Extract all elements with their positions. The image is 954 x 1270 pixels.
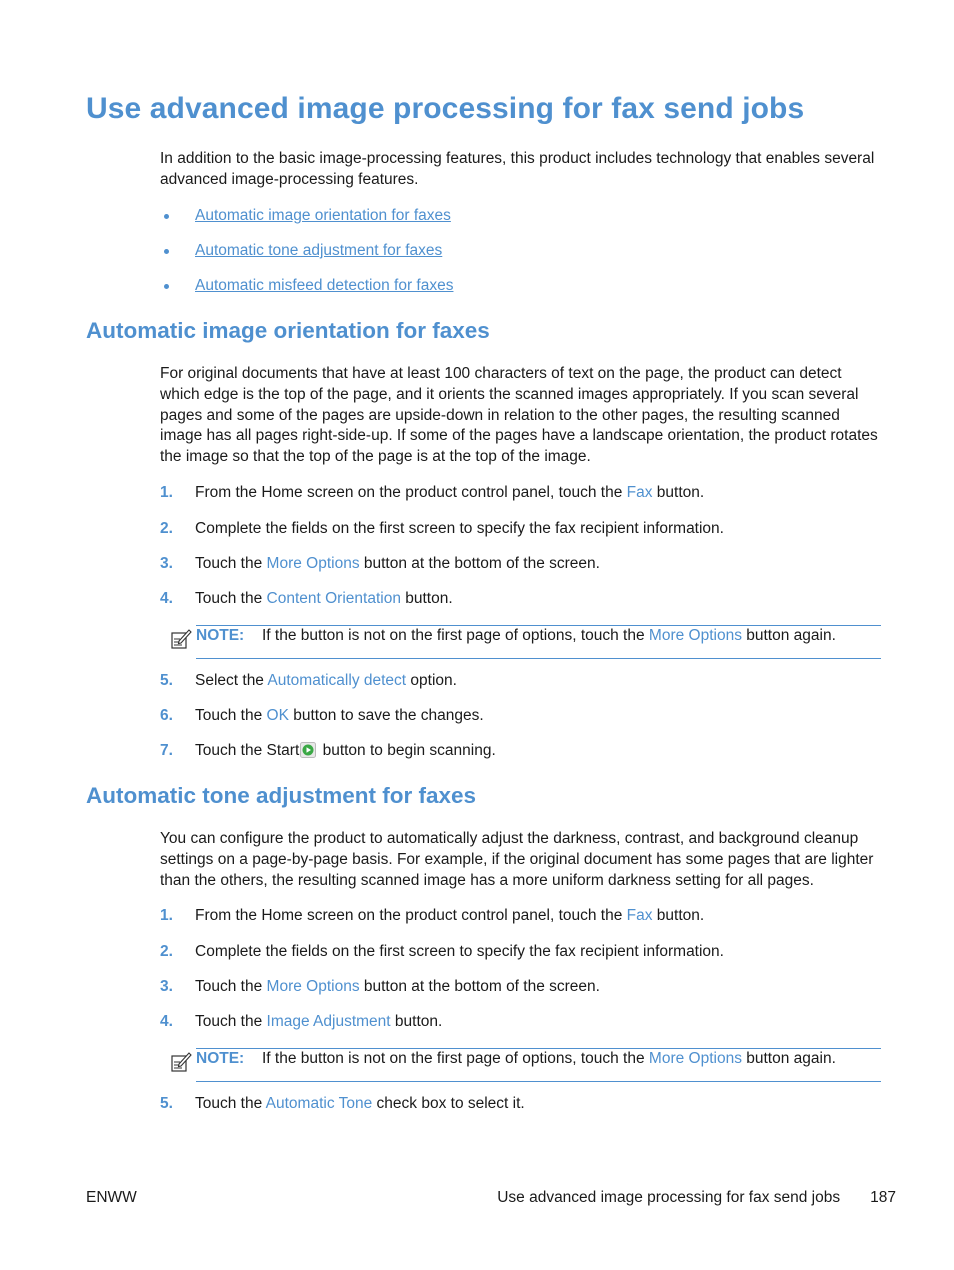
bullet-icon [164,214,169,219]
ui-term: More Options [648,627,742,644]
note-label: NOTE: [196,1050,245,1067]
section-heading: Automatic image orientation for faxes [86,318,490,343]
footer-title: Use advanced image processing for fax send jobs [497,1189,841,1206]
page-title: Use advanced image processing for fax send jobs [86,92,805,125]
footer-label: ENWW [86,1189,137,1206]
ui-term: Fax [626,484,653,501]
footer-running-title [497,1189,896,1207]
ui-term: Fax [626,907,653,924]
step-text: Touch the OK button to save the changes. [195,707,484,724]
step-number: 5. [160,1095,173,1112]
step-number: 4. [160,590,173,607]
note-box [196,625,881,659]
step-text: Touch the Start button to begin scanning. [195,742,496,759]
note-text: If the button is not on the first page of options, touch the More Options button again. [262,1050,836,1067]
section-heading: Automatic tone adjustment for faxes [86,783,477,808]
link-tone-adjustment[interactable]: Automatic tone adjustment for faxes [195,242,443,259]
step-number: 4. [160,1013,173,1030]
ui-term: OK [266,707,289,724]
step-number: 3. [160,555,173,572]
step-number: 2. [160,520,173,537]
step-number: 1. [160,484,173,501]
step-text: Complete the fields on the first screen to specify the fax recipient information. [195,943,724,960]
note-label: NOTE: [196,627,245,644]
ui-term: More Options [266,555,360,572]
step-text: From the Home screen on the product control panel, touch the Fax button. [195,484,705,501]
step-number: 5. [160,672,173,689]
step-text: Touch the More Options button at the bottom of the screen. [195,978,600,995]
note-box [196,1048,881,1082]
step-number: 6. [160,707,173,724]
step-number: 3. [160,978,173,995]
ui-term: Content Orientation [266,590,401,607]
note-text: If the button is not on the first page of options, touch the More Options button again. [262,627,836,644]
bullet-icon [164,284,169,289]
ui-term: Automatic Tone [265,1095,373,1112]
bullet-icon [164,249,169,254]
ui-term: More Options [266,978,360,995]
page-number: 187 [870,1189,896,1206]
note-pencil-icon [170,628,192,650]
step-number: 7. [160,742,173,759]
step-number: 2. [160,943,173,960]
ui-term: More Options [648,1050,742,1067]
note-pencil-icon [170,1051,192,1073]
step-number: 1. [160,907,173,924]
step-text: From the Home screen on the product control panel, touch the Fax button. [195,907,705,924]
section-paragraph: You can configure the product to automatically adjust the darkness, contrast, and background cleanup settings on a page-by-page basis. For example, if the original document has some pages that are lighter than the others, the resulting scanned image has a more uniform darkness setting for all pages. [160,830,874,889]
step-text: Touch the More Options button at the bottom of the screen. [195,555,600,572]
start-button-icon [300,742,316,758]
step-text: Touch the Content Orientation button. [195,590,453,607]
step-text: Touch the Automatic Tone check box to select it. [195,1095,525,1112]
step-text: Complete the fields on the first screen to specify the fax recipient information. [195,520,724,537]
step-text: Touch the Image Adjustment button. [195,1013,443,1030]
section-paragraph: For original documents that have at least 100 characters of text on the page, the product can detect which edge is the top of the page, and it orients the scanned images appropriately. If you scan several pages and some of the pages are upside-down in relation to the other pages, the resulting scanned image has all pages right-side-up. If some of the pages have a landscape orientation, the product rotates the image so that the top of the page is at the top of the image. [160,365,878,466]
step-text: Select the Automatically detect option. [195,672,457,689]
link-misfeed-detection[interactable]: Automatic misfeed detection for faxes [195,277,454,294]
ui-term: Automatically detect [267,672,407,689]
link-image-orientation[interactable]: Automatic image orientation for faxes [195,207,451,224]
intro-paragraph: In addition to the basic image-processing features, this product includes technology that enables several advanced image-processing features. [160,150,875,188]
ui-term: Image Adjustment [266,1013,391,1030]
